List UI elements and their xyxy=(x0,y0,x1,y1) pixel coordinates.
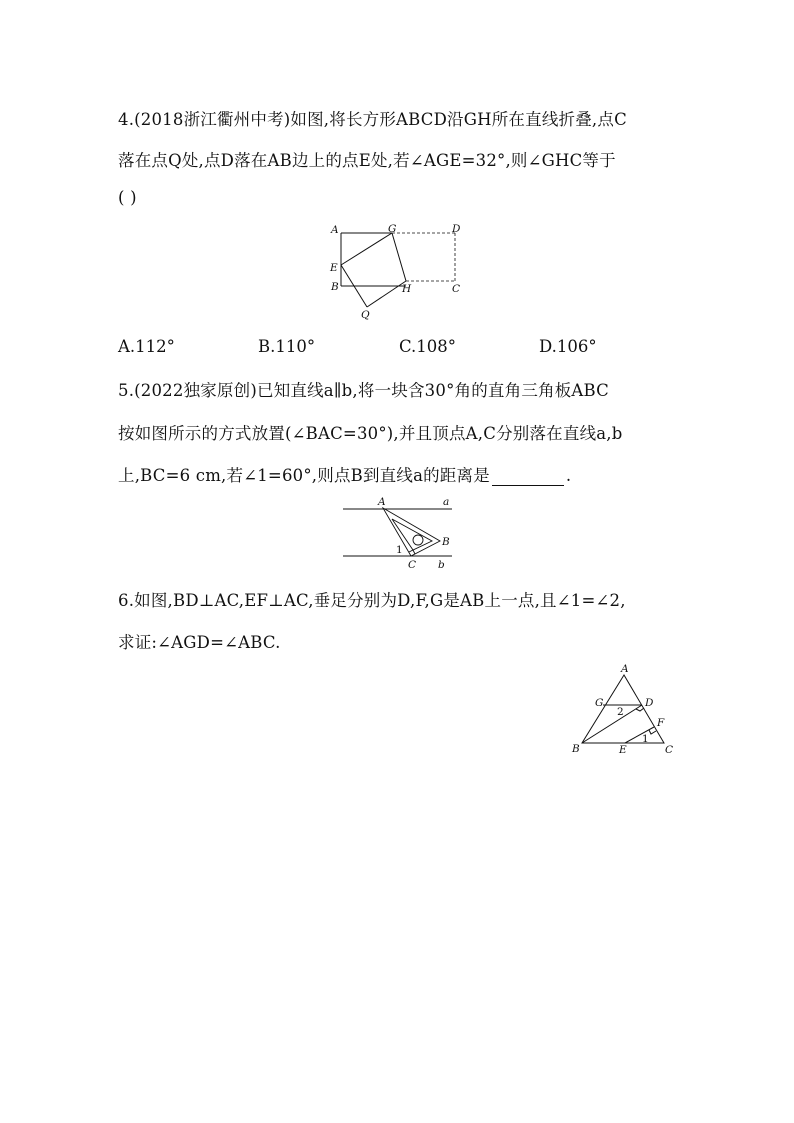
q4-option-c[interactable]: C.108° xyxy=(399,337,457,356)
q4-label-A: A xyxy=(331,224,339,236)
q5-text-line-2: 按如图所示的方式放置(∠BAC=30°),并且顶点A,C分别落在直线a,b xyxy=(118,424,623,443)
q4-label-B: B xyxy=(331,281,339,293)
q6-text-line-2: 求证:∠AGD=∠ABC. xyxy=(118,633,281,652)
q4-label-G: G xyxy=(388,223,397,235)
q6-label-G: G xyxy=(595,697,604,709)
q4-option-d[interactable]: D.106° xyxy=(539,337,597,356)
q6-segment-BD xyxy=(582,705,642,743)
q6-label-F: F xyxy=(657,717,665,729)
q4-text-line-3: ( ) xyxy=(118,188,137,207)
q4-text-line-2: 落在点Q处,点D落在AB边上的点E处,若∠AGE=32°,则∠GHC等于 xyxy=(118,151,616,170)
q4-label-H: H xyxy=(402,283,412,295)
q6-right-angle-D xyxy=(636,708,644,711)
q5-label-C: C xyxy=(408,559,417,571)
q6-label-A: A xyxy=(621,663,629,675)
q5-answer-blank[interactable] xyxy=(492,469,564,486)
q5-triangle-inner xyxy=(392,519,432,550)
q4-edge-GE xyxy=(341,233,392,265)
q6-triangle-ABC xyxy=(582,675,664,743)
q4-label-C: C xyxy=(452,283,461,295)
q5-label-B: B xyxy=(442,536,450,548)
q6-segment-EF xyxy=(625,727,654,743)
q4-label-E: E xyxy=(330,262,338,274)
q4-option-b[interactable]: B.110° xyxy=(258,337,316,356)
q6-label-D: D xyxy=(645,697,654,709)
q5-text-line-3 xyxy=(118,462,571,486)
q5-label-a: a xyxy=(443,496,450,508)
q5-right-angle-mark xyxy=(409,550,415,554)
q5-text-line-3-after: . xyxy=(565,466,572,485)
q4-edge-QH xyxy=(367,281,406,307)
q4-edge-GH xyxy=(392,233,406,281)
q5-label-A: A xyxy=(378,496,386,508)
q6-label-2: 2 xyxy=(617,706,624,718)
q4-option-a[interactable]: A.112° xyxy=(118,337,175,356)
q5-triangle-outer xyxy=(383,508,440,556)
q4-label-D: D xyxy=(452,223,461,235)
q6-label-1: 1 xyxy=(642,733,649,745)
q4-text-line-1: 4.(2018浙江衢州中考)如图,将长方形ABCD沿GH所在直线折叠,点C xyxy=(118,110,627,129)
q5-text-line-1: 5.(2022独家原创)已知直线a∥b,将一块含30°角的直角三角板ABC xyxy=(118,381,609,400)
q6-text-line-1: 6.如图,BD⊥AC,EF⊥AC,垂足分别为D,F,G是AB上一点,且∠1=∠2, xyxy=(118,591,626,610)
q6-right-angle-F xyxy=(649,730,656,734)
q5-triangle-hole xyxy=(413,535,423,545)
q6-label-E: E xyxy=(619,744,627,756)
q4-label-Q: Q xyxy=(361,309,370,321)
q6-label-C: C xyxy=(665,744,674,756)
q5-label-1: 1 xyxy=(396,544,403,556)
q5-label-b: b xyxy=(438,559,445,571)
q5-text-line-3-before: 上,BC=6 cm,若∠1=60°,则点B到直线a的距离是 xyxy=(118,466,490,485)
q4-edge-EQ xyxy=(341,265,367,307)
q6-label-B: B xyxy=(572,743,580,755)
